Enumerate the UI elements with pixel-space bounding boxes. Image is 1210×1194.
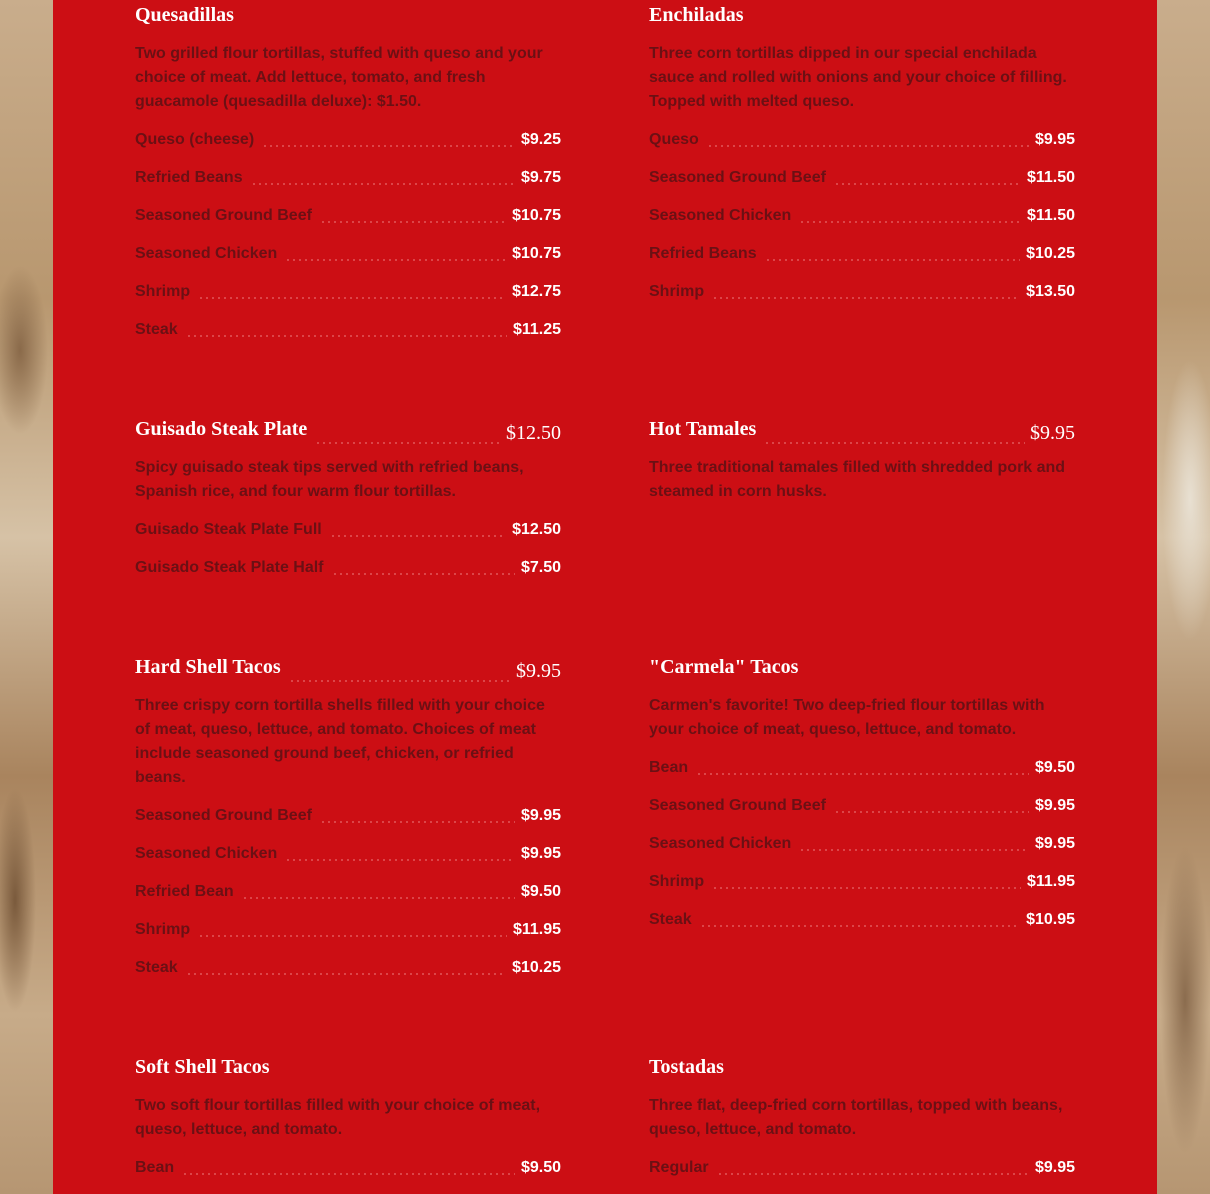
menu-item [135,150,561,188]
dot-leader [182,1173,515,1175]
menu-item-price: $10.25 [1026,245,1075,262]
menu-item [135,130,561,150]
menu-item-name: Seasoned Ground Beef [649,169,826,186]
menu-item-name: Seasoned Chicken [135,245,278,262]
menu-item-name: Refried Beans [135,169,243,186]
section-header [649,2,1075,28]
dot-leader [320,821,515,823]
menu-item-name: Steak [135,959,178,976]
menu-item-price: $9.95 [1034,797,1075,814]
menu-item-list [135,130,561,340]
menu-item-name: Refried Bean [135,883,234,900]
menu-item-name: Steak [135,321,178,338]
section-description: Three crispy corn tortilla shells filled with your choice of meat, queso, lettuce, and tomato. Choices of meat include seasoned ground beef, chicken, or refried beans. [135,697,545,786]
menu-item-price: $9.50 [520,1159,561,1176]
section-header [135,1054,561,1080]
menu-item-price: $10.75 [512,245,561,262]
menu-section-carmela-tacos [649,654,1075,930]
menu-item-price: $11.95 [512,921,561,938]
menu-section-quesadillas [135,2,561,340]
section-title: Hot Tamales [649,418,757,440]
menu-item [135,940,561,978]
menu-item [649,226,1075,264]
section-description: Spicy guisado steak tips served with refried beans, Spanish rice, and four warm flour tortillas. [135,459,524,500]
section-header [135,2,561,28]
menu-section-hot-tamales [649,416,1075,504]
menu-section-guisado-steak-plate [135,416,561,578]
section-title: Hard Shell Tacos [135,656,281,678]
section-description: Two grilled flour tortillas, stuffed with queso and your choice of meat. Add lettuce, tomato, and fresh guacamole (quesadilla deluxe): $1.50. [135,45,543,110]
menu-item-name: Seasoned Chicken [135,845,278,862]
dot-leader [717,1173,1029,1175]
menu-item-price: $13.50 [1026,283,1075,300]
menu-item-name: Seasoned Ground Beef [135,807,312,824]
menu-item-price: $9.95 [1034,835,1075,852]
dot-leader [315,442,501,444]
section-description: Three corn tortillas dipped in our special enchilada sauce and rolled with onions and your choice of filling. Topped with melted queso. [649,45,1067,110]
section-title: Quesadillas [135,4,234,26]
dot-leader [320,221,506,223]
menu-item [135,902,561,940]
dot-leader [707,145,1029,147]
dot-leader [834,811,1029,813]
menu-item-name: Shrimp [649,283,705,300]
dot-leader [242,897,515,899]
section-title: Tostadas [649,1056,724,1078]
dot-leader [186,973,506,975]
menu-item-price: $9.95 [1034,1159,1075,1176]
menu-item-name: Bean [135,1159,175,1176]
menu-item-name: Guisado Steak Plate Half [135,559,324,576]
menu-item-price: $9.25 [520,131,561,148]
menu-section-hard-shell-tacos [135,654,561,978]
menu-item [135,864,561,902]
dot-leader [765,259,1020,261]
menu-item [649,130,1075,150]
menu-item-list [649,1158,1075,1178]
menu-item-name: Shrimp [135,283,191,300]
dot-leader [198,935,507,937]
section-header [649,416,1075,442]
menu-item-price: $9.50 [1034,759,1075,776]
section-header [649,654,1075,680]
menu-item-name: Queso (cheese) [135,131,255,148]
menu-item-price: $7.50 [520,559,561,576]
dot-leader [198,297,506,299]
menu-item-price: $10.25 [512,959,561,976]
menu-item-price: $9.50 [520,883,561,900]
menu-item-name: Shrimp [649,873,705,890]
dot-leader [696,773,1029,775]
dot-leader [764,442,1025,444]
menu-item [135,226,561,264]
dot-leader [285,859,515,861]
menu-item [649,188,1075,226]
dot-leader [332,573,515,575]
menu-item [649,778,1075,816]
dot-leader [251,183,515,185]
menu-item-name: Seasoned Ground Beef [649,797,826,814]
dot-leader [330,535,506,537]
section-header [135,654,561,680]
section-title: Soft Shell Tacos [135,1056,270,1078]
menu-item [135,302,561,340]
dot-leader [799,849,1029,851]
menu-item-price: $11.25 [512,321,561,338]
section-title: Enchiladas [649,4,744,26]
menu-item-price: $11.95 [1026,873,1075,890]
menu-item-name: Bean [649,759,689,776]
menu-item-price: $11.50 [1026,207,1075,224]
section-price: $9.95 [1030,422,1075,444]
menu-item-price: $9.75 [520,169,561,186]
dot-leader [700,925,1020,927]
menu-item-price: $9.95 [1034,131,1075,148]
menu-item-list [649,758,1075,930]
menu-item-list [135,1158,561,1178]
dot-leader [799,221,1021,223]
menu-item [135,1158,561,1178]
menu-item-name: Refried Beans [649,245,757,262]
menu-item [649,150,1075,188]
menu-item [135,540,561,578]
dot-leader [712,297,1020,299]
menu-item [135,806,561,826]
menu-item [135,826,561,864]
menu-item-name: Regular [649,1159,709,1176]
section-description: Three flat, deep-fried corn tortillas, topped with beans, queso, lettuce, and tomato. [649,1097,1063,1138]
menu-item [649,854,1075,892]
menu-item-list [649,130,1075,302]
menu-item [135,520,561,540]
menu-item-name: Queso [649,131,699,148]
menu-item [649,758,1075,778]
menu-section-tostadas [649,1054,1075,1178]
section-header [649,1054,1075,1080]
menu-item-name: Seasoned Chicken [649,835,792,852]
menu-item-name: Seasoned Chicken [649,207,792,224]
dot-leader [289,680,511,682]
section-description: Carmen's favorite! Two deep-fried flour tortillas with your choice of meat, queso, lettuce, and tomato. [649,697,1045,738]
dot-leader [262,145,515,147]
menu-item [135,264,561,302]
section-price: $12.50 [506,422,561,444]
menu-item-list [135,520,561,578]
menu-item-price: $11.50 [1026,169,1075,186]
menu-item-price: $9.95 [520,845,561,862]
menu-item-list [135,806,561,978]
menu-item [649,816,1075,854]
menu-item-price: $12.75 [512,283,561,300]
menu-item [649,264,1075,302]
section-header [135,416,561,442]
menu-item [649,1158,1075,1178]
menu-section-soft-shell-tacos [135,1054,561,1178]
section-title: "Carmela" Tacos [649,656,799,678]
menu-item-price: $9.95 [520,807,561,824]
section-price: $9.95 [516,660,561,682]
menu-item [135,188,561,226]
dot-leader [285,259,506,261]
dot-leader [712,887,1021,889]
menu-item-name: Guisado Steak Plate Full [135,521,322,538]
menu-item-name: Seasoned Ground Beef [135,207,312,224]
dot-leader [186,335,507,337]
section-description: Two soft flour tortillas filled with your choice of meat, queso, lettuce, and tomato. [135,1097,541,1138]
menu-item-price: $12.50 [512,521,561,538]
menu-item [649,892,1075,930]
menu-item-name: Steak [649,911,692,928]
section-description: Three traditional tamales filled with shredded pork and steamed in corn husks. [649,459,1066,500]
menu-section-enchiladas [649,2,1075,302]
dot-leader [834,183,1021,185]
menu-item-price: $10.75 [512,207,561,224]
menu-item-name: Shrimp [135,921,191,938]
section-title: Guisado Steak Plate [135,418,308,440]
menu-item-price: $10.95 [1026,911,1075,928]
